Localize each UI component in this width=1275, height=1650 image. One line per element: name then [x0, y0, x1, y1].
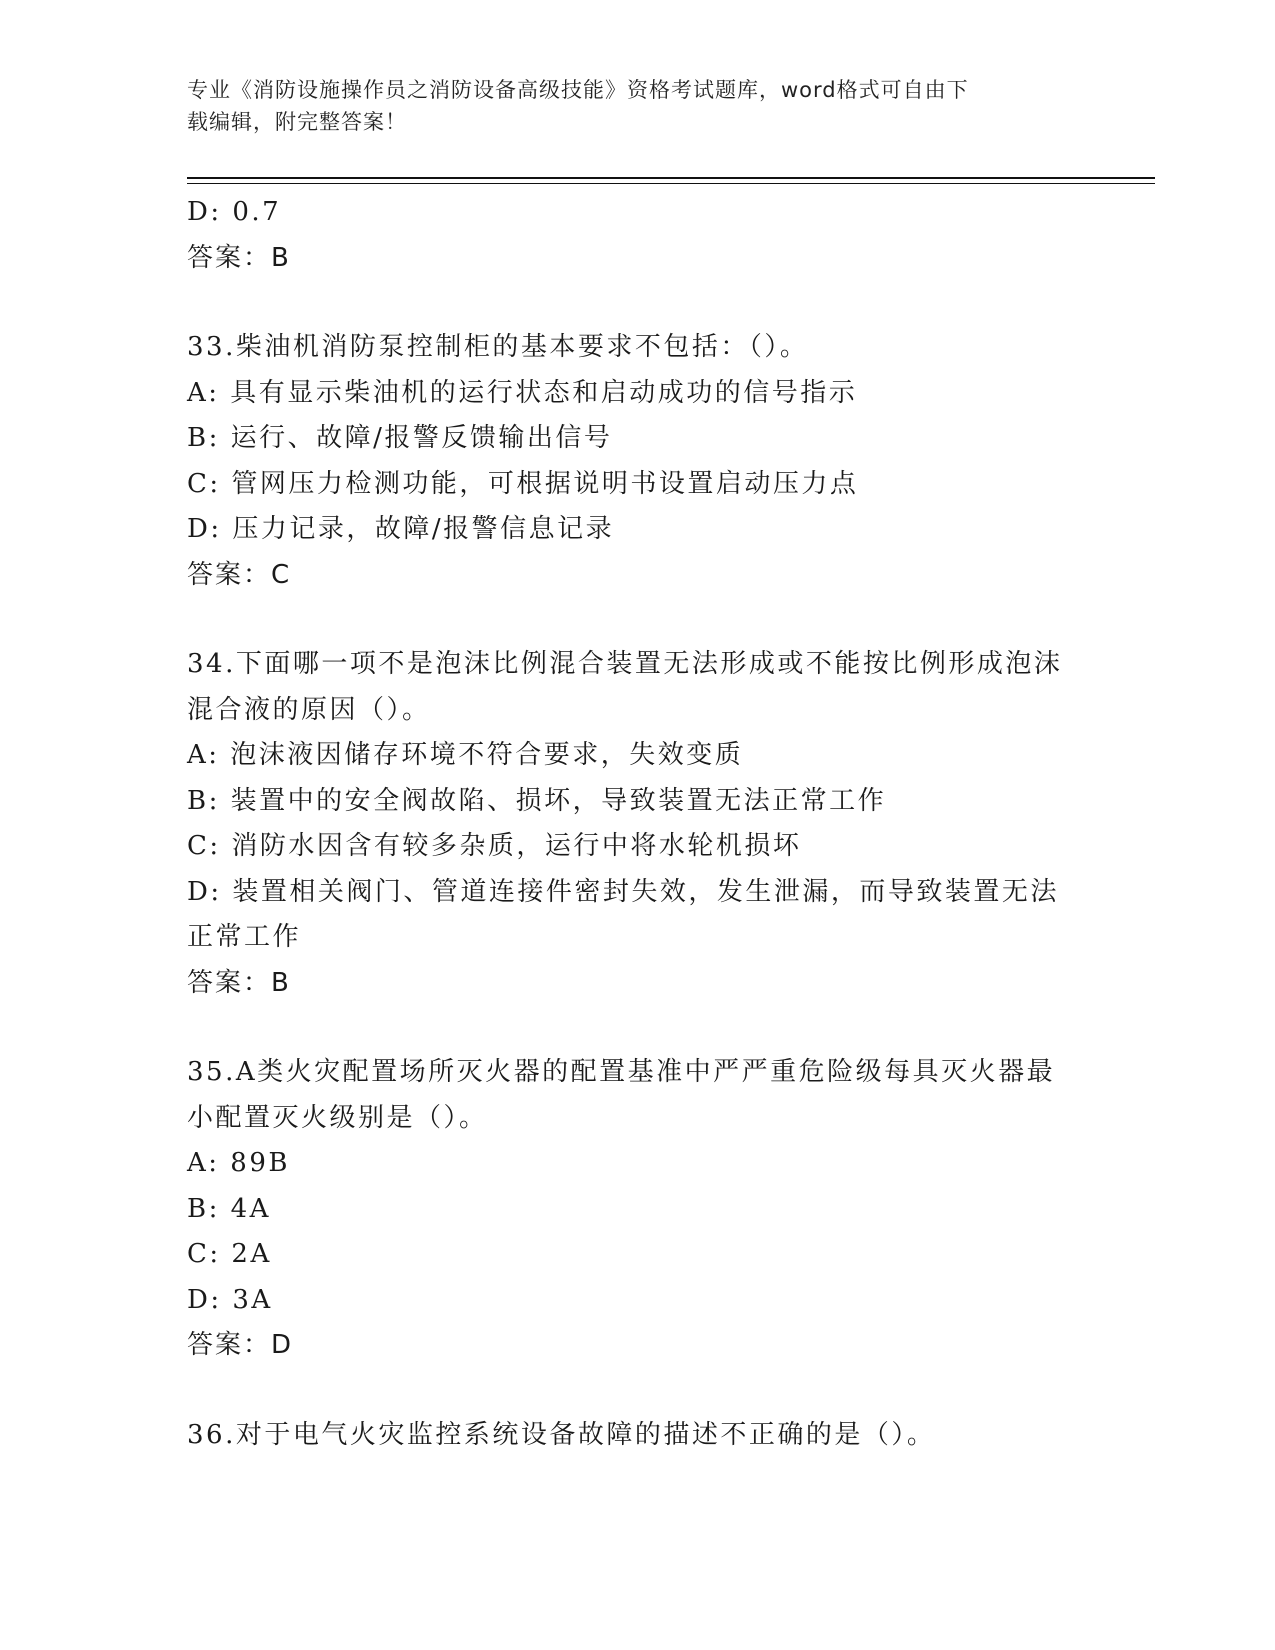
page-header: [187, 74, 1067, 138]
option-c: C: 消防水因含有较多杂质，运行中将水轮机损坏: [187, 831, 802, 861]
question-33: [187, 325, 1087, 598]
option-d: D: 装置相关阀门、管道连接件密封失效，发生泄漏，而导致装置无法: [187, 876, 1059, 907]
question-34: [187, 642, 1087, 1006]
question-list: [187, 190, 1087, 1458]
answer-line: 答案：D: [187, 1330, 294, 1360]
option-a: A: 泡沫液因储存环境不符合要求，失效变质: [187, 740, 744, 770]
option-c: C: 2A: [187, 1239, 272, 1269]
header-line-1: 专业《消防设施操作员之消防设备高级技能》资格考试题库，word格式可自由下: [187, 78, 969, 102]
question-text-cont: 小配置灭火级别是（）。: [187, 1102, 488, 1133]
spacer: [187, 281, 1087, 325]
option-d: D: 压力记录，故障/报警信息记录: [187, 514, 615, 544]
answer-line: 答案：B: [187, 242, 291, 273]
header-line-2: 载编辑，附完整答案！: [187, 110, 407, 134]
option-b: B: 运行、故障/报警反馈输出信号: [187, 423, 613, 453]
answer-line: 答案：B: [187, 967, 291, 998]
option-b: B: 装置中的安全阀故陷、损坏，导致装置无法正常工作: [187, 785, 887, 816]
spacer: [187, 598, 1087, 642]
option-d: D: 3A: [187, 1284, 273, 1315]
answer-line: 答案：C: [187, 559, 292, 590]
question-36: [187, 1413, 1087, 1459]
option-b: B: 4A: [187, 1193, 271, 1224]
question-text: 35.A类火灾配置场所灭火器的配置基准中严严重危险级每具灭火器最: [187, 1057, 1056, 1087]
option-d: D: 0.7: [187, 197, 282, 227]
header-rule-thick: [187, 177, 1155, 179]
option-c: C: 管网压力检测功能，可根据说明书设置启动压力点: [187, 468, 859, 499]
question-text-cont: 混合液的原因（）。: [187, 694, 431, 725]
option-d-cont: 正常工作: [187, 922, 302, 952]
question-text: 36.对于电气火灾监控系统设备故障的描述不正确的是（）。: [187, 1419, 936, 1450]
question-text: 33.柴油机消防泵控制柜的基本要求不包括：（）。: [187, 332, 809, 362]
header-rule-thin: [187, 183, 1155, 184]
question-32-tail: [187, 190, 1087, 281]
option-a: A: 89B: [187, 1148, 290, 1178]
option-a: A: 具有显示柴油机的运行状态和启动成功的信号指示: [187, 377, 858, 408]
question-text: 34.下面哪一项不是泡沫比例混合装置无法形成或不能按比例形成泡沫: [187, 649, 1063, 679]
spacer: [187, 1006, 1087, 1050]
question-35: [187, 1050, 1087, 1369]
spacer: [187, 1369, 1087, 1413]
